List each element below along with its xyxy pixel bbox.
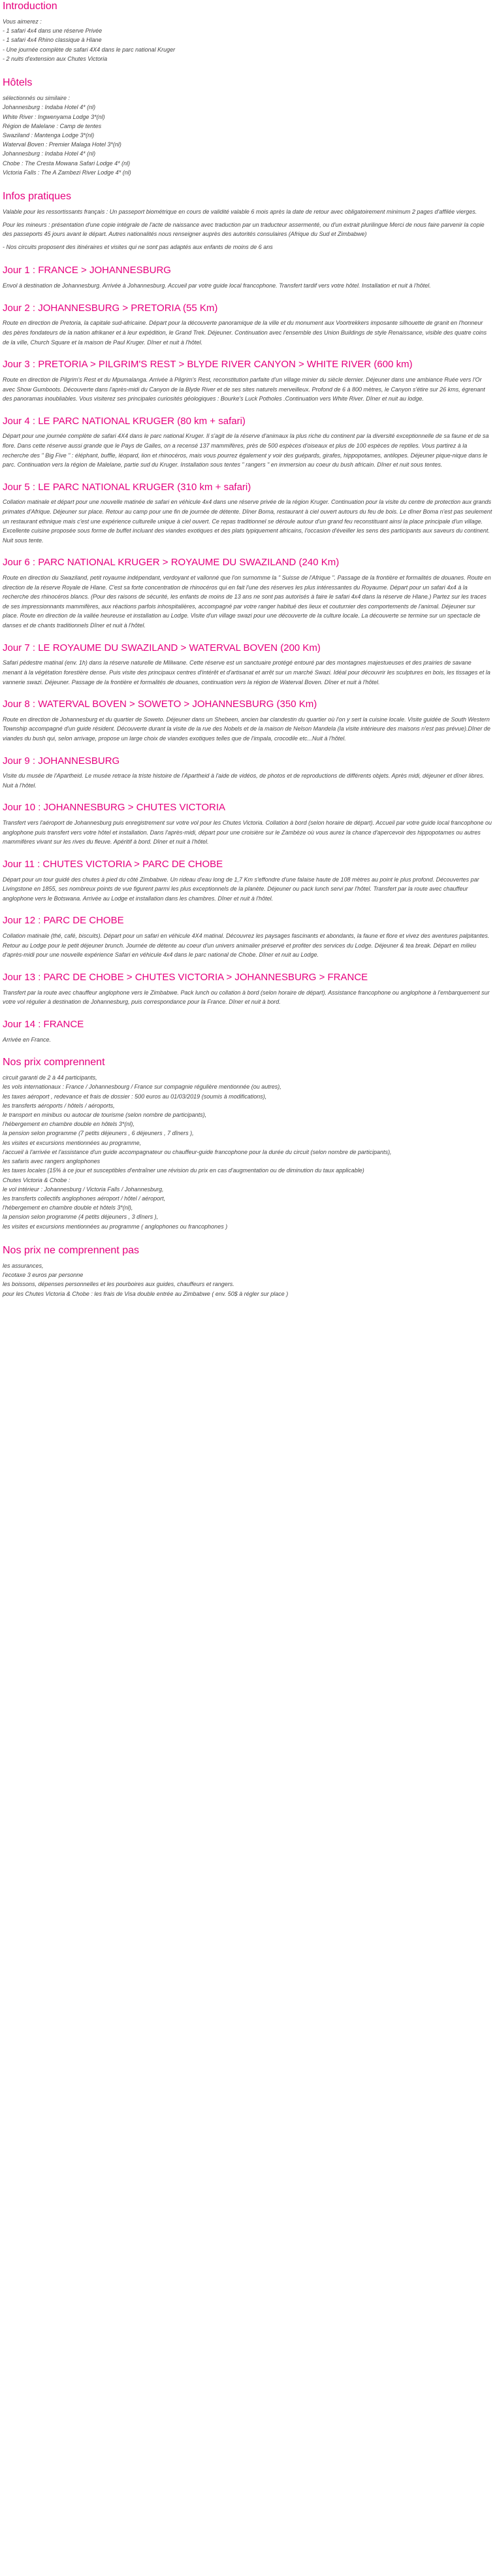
introduction-list [3, 17, 492, 63]
introduction-title: Introduction [3, 1, 57, 12]
included-item: les visites et excursions mentionnées au programme ( anglophones ou francophones ) [3, 1223, 228, 1230]
excluded-item: les boissons, dépenses personnelles et les pourboires aux guides, chauffeurs et rangers. [3, 1281, 234, 1288]
day-title: Jour 8 : WATERVAL BOVEN > SOWETO > JOHANNESBURG (350 Km) [3, 699, 317, 710]
included-item: les safaris avec rangers anglophones [3, 1158, 101, 1165]
hotel-line: White River : Ingwenyama Lodge 3*(nl) [3, 113, 105, 120]
day-title: Jour 1 : FRANCE > JOHANNESBURG [3, 265, 171, 276]
day-description: Départ pour un tour guidé des chutes à pied du côté Zimbabwe. Un rideau d'eau long de 1,7 Km s'effondre d'une falaise haute de 108 mètres au point le plus profond. Découvertes par Livingstone en 1855, ses nombreux points de vue figurent parmi les plus exceptionnels de la planète. Déjeuner ou pack lunch servi par l'hôtel. Transfert par la route avec chauffeur anglophone vers le Botswana. Arrivée au Lodge et installation dans les chambres. Dîner et nuit à l'hôtel. [3, 876, 479, 902]
day-title: Jour 9 : JOHANNESBURG [3, 755, 120, 767]
hotel-line: Région de Malelane : Camp de tentes [3, 122, 102, 129]
included-item: les transferts collectifs anglophones aéroport / hôtel / aéroport, [3, 1195, 166, 1202]
included-item: Chutes Victoria & Chobe : [3, 1176, 71, 1183]
included-item: circuit garanti de 2 à 44 participants, [3, 1074, 97, 1082]
hotels-title: Hôtels [3, 77, 33, 89]
day-title: Jour 14 : FRANCE [3, 1018, 84, 1030]
day-title: Jour 5 : LE PARC NATIONAL KRUGER (310 km + safari) [3, 481, 251, 493]
day-description: Visite du musée de l'Apartheid. Le musée retrace la triste histoire de l'Apartheid à l'aide de vidéos, de photos et de reproductions de différents objets. Après midi, déjeuner et dîner libres. Nuit à l'hôtel. [3, 772, 485, 789]
practical-info-section [3, 190, 492, 252]
practical-info-paragraph: - Nos circuits proposent des itinéraires et visites qui ne sont pas adaptés aux enfants de moins de 6 ans [3, 243, 273, 250]
day-description: Envol à destination de Johannesburg. Arrivée à Johannesburg. Accueil par votre guide local francophone. Transfert tardif vers votre hôtel. Installation et nuit à l'hôtel. [3, 282, 431, 289]
prices-included-title: Nos prix comprennent [3, 1057, 105, 1068]
day-description: Route en direction du Swaziland, petit royaume indépendant, verdoyant et vallonné que l'on surnomme la " Suisse de l'Afrique ". Passage de la frontière et formalités de douanes. Route en direction de la réserve Royale de Hlane. C'est sa forte concentration de rhinocéros qui en fait l'une des réserves les plus intéressantes du Royaume. Départ pour un safari 4x4 à la recherche des rhinocéros blancs. (Pour des raisons de sécurité, les enfants de moins de 13 ans ne sont pas autorisés à faire le safari 4x4 dans la réserve de Hlane.) Partez sur les traces de ses impressionnants mammifères, aux réactions parfois inhospitalières, accompagné par votre ranger habitué des lieux et couturnier des comportements de l'animal. Déjeuner sur place. Route en direction de la vallée heureuse et installation au Lodge. Visite d'un village swazi pour une découverte de la culture locale. La découverte se termine sur un spectacle de danses et de chants traditionnels Dîner et nuit à l'hôtel. [3, 574, 491, 629]
day-section [3, 359, 492, 403]
hotels-list [3, 93, 492, 177]
practical-info-body [3, 207, 492, 252]
hotel-line: Johannesburg : Indaba Hotel 4* (nl) [3, 104, 96, 111]
prices-included-section [3, 1056, 492, 1231]
day-title: Jour 11 : CHUTES VICTORIA > PARC DE CHOBE [3, 858, 223, 870]
day-description: Route en direction de Pretoria, la capitale sud-africaine. Départ pour la découverte panoramique de la ville et du monument aux Voortrekkers imposante silhouette de granit en l'honneur des pères fondateurs de la nation afrikaner et à leur expédition, le Grand Trek. Déjeuner. Continuation avec l'ensemble des Union Buildings de style Renaissance, visible des quatre coins de la ville, Church Square et la maison de Paul Kruger. Dîner et nuit à l'hôtel. [3, 320, 487, 346]
day-title: Jour 7 : LE ROYAUME DU SWAZILAND > WATERVAL BOVEN (200 Km) [3, 642, 321, 653]
day-description: Transfert par la route avec chauffeur anglophone vers le Zimbabwe. Pack lunch ou collation à bord (selon horaire de départ). Assistance francophone ou anglophone à l'embarquement sur votre vol régulier à destination de Johannesburg, puis correspondance pour la France. Dîner et nuit à bord. [3, 989, 490, 1006]
included-item: le vol intérieur : Johannesburg / Victoria Falls / Johannesburg, [3, 1185, 164, 1193]
excluded-item: les assurances, [3, 1262, 44, 1269]
excluded-item: l'ecotaxe 3 euros par personne [3, 1272, 84, 1279]
day-section [3, 642, 492, 687]
included-item: l'hébergement en chambre double et hôtels 3*(nl), [3, 1204, 133, 1212]
included-item: les visites et excursions mentionnées au programme, [3, 1139, 142, 1146]
introduction-section [3, 0, 492, 63]
introduction-line: Vous aimerez : [3, 18, 42, 25]
day-title: Jour 3 : PRETORIA > PILGRIM'S REST > BLYDE RIVER CANYON > WHITE RIVER (600 km) [3, 359, 413, 371]
prices-included-list [3, 1073, 492, 1231]
hotel-line: Johannesburg : Indaba Hotel 4* (nl) [3, 150, 96, 157]
day-description: Collation matinale (thé, café, biscuits). Départ pour un safari en véhicule 4X4 matinal. Découvrez les paysages fascinants et abondants, la faune et flore et vivez des aventures palpitantes. Retour au Lodge pour le petit déjeuner brunch. Journée de détente au coeur d'un univers animalier préservé et profiter des services du Lodge. Déjeuner & tea break. Départ en milieu d'après-midi pour une nouvelle expérience Safari en véhicule 4x4 dans le parc national de Chobe. Dîner et nuit au Lodge. [3, 933, 490, 959]
day-title: Jour 6 : PARC NATIONAL KRUGER > ROYAUME DU SWAZILAND (240 Km) [3, 557, 340, 569]
included-item: l'accueil à l'arrivée et l'assistance d'un guide accompagnateur ou chauffeur-guide francophone pour la durée du circuit (selon nombre de participants), [3, 1148, 392, 1155]
day-by-day-program [3, 265, 492, 1044]
practical-info-title: Infos pratiques [3, 191, 71, 203]
day-section [3, 859, 492, 903]
day-title: Jour 2 : JOHANNESBURG > PRETORIA (55 Km) [3, 302, 218, 314]
introduction-line: - 1 safari 4x4 Rhino classique à Hlane [3, 37, 102, 44]
day-description: Départ pour une journée complète de safari 4X4 dans le parc national Kruger. Il s'agit de la réserve d'animaux la plus riche du continent par la diversité exceptionnelle de sa faune et de sa flore. Dans cette réserve aussi grande que le Pays de Galles, on a recensé 137 mammifères, près de 500 espèces d'oiseaux et plus de 100 espèces de reptiles. Vous partirez à la recherche des " Big Five " : éléphant, buffle, léopard, lion et rhinocéros, mais vous pourrez également y voir des guépards, girafes, hippopotames, antilopes. Déjeuner pique-nique dans le parc. Continuation vers la région de Malelane, partie sud du Kruger. Installation sous tentes " rangers " en immersion au coeur du bush africain. Dîner et nuit sous tentes. [3, 433, 489, 469]
day-section [3, 802, 492, 846]
day-section [3, 972, 492, 1007]
prices-excluded-title: Nos prix ne comprennent pas [3, 1244, 139, 1256]
hotel-line: Chobe : The Cresta Mowana Safari Lodge 4* (nl) [3, 159, 131, 167]
introduction-line: - Une journée complète de safari 4X4 dans le parc national Kruger [3, 46, 176, 53]
day-description: Collation matinale et départ pour une nouvelle matinée de safari en véhicule 4x4 dans une réserve privée de la région Kruger. Continuation pour la visite du centre de protection aux grands primates d'Afrique. Déjeuner sur place. Retour au camp pour une fin de journée de détente. Dîner Boma, restaurant à ciel ouvert autours du feu de bois. Le dîner Boma n'est pas seulement un restaurant ethnique mais c'est une expérience culturelle unique à ciel ouvert. Ce repas traditionnel se déroule autour d'un grand feu reconstituant ainsi la place principale d'un village. Excellente cuisine proposée sous forme de buffet incluant des viandes exotiques et des plats typiquement africains, l'occasion d'éveiller les sens des participants aux saveurs du continent. Nuit sous tente. [3, 499, 492, 544]
day-section [3, 482, 492, 546]
day-section [3, 265, 492, 290]
day-description: Arrivée en France. [3, 1036, 52, 1043]
day-section [3, 557, 492, 630]
introduction-line: - 2 nuits d'extension aux Chutes Victoria [3, 55, 108, 62]
day-description: Safari pédestre matinal (env. 1h) dans la réserve naturelle de Mlilwane. Cette réserve est un sanctuaire protégé entouré par des montagnes majestueuses et des prairies de savane menant à la végétation forestière dense. Puis visite des principaux centres d'intérêt et d'artisanat et arrêt sur un marché Swazi. Idéal pour découvrir les sculptures en bois, les tissages et la vannerie swazi. Déjeuner. Passage de la frontière et formalités de douanes, continuation vers la région de Waterval Boven. Dîner et nuit à l'hôtel. [3, 659, 490, 685]
included-item: les vols internationaux : France / Johannesbourg / France sur compagnie régulière mentionnée (ou autres), [3, 1083, 281, 1091]
included-item: la pension selon programme (4 petits déjeuners , 3 dîners ), [3, 1214, 159, 1221]
day-title: Jour 4 : LE PARC NATIONAL KRUGER (80 km + safari) [3, 415, 246, 427]
hotel-line: Swaziland : Mantenga Lodge 3*(nl) [3, 131, 95, 139]
day-title: Jour 13 : PARC DE CHOBE > CHUTES VICTORIA > JOHANNESBURG > FRANCE [3, 971, 368, 983]
day-section [3, 755, 492, 791]
prices-excluded-section [3, 1244, 492, 1298]
hotel-line: sélectionnés ou similaire : [3, 95, 71, 102]
day-section [3, 1019, 492, 1044]
included-item: la pension selon programme (7 petits déjeuners , 6 déjeuners , 7 dîners ), [3, 1130, 194, 1137]
day-title: Jour 10 : JOHANNESBURG > CHUTES VICTORIA [3, 802, 226, 814]
day-description: Route en direction de Johannesburg et du quartier de Soweto. Déjeuner dans un Shebeen, ancien bar clandestin du quartier où l'on y sert la cuisine locale. Visite guidée de South Western Township accompagné d'un guide résident. Découverte durant la visite de la rue des Nobels et de la maison de Nelson Mandela (la visite intérieure des maisons n'est pas prévue).Dîner de viandes du bush qui, selon arrivage, propose un large choix de viandes exotiques telles que de l'impala, crocodile etc...Nuit à l'hôtel. [3, 716, 491, 742]
hotels-section [3, 76, 492, 177]
day-description: Route en direction de Pilgrim's Rest et du Mpumalanga. Arrivée à Pilgrim's Rest, reconstitution parfaite d'un village minier du siècle dernier. Déjeuner dans une ambiance Ruée vers l'Or avec Show Gumboots. Découverte dans l'après-midi du Canyon de la Blyde River et de ses sites naturels merveilleux. Profond de 6 à 800 mètres, le Canyon s'étire sur 26 kms, égrenant des panoramas inoubliables. Vous visiterez ses principales curiosités géologiques : Bourke's Luck Potholes .Continuation vers White River. Dîner et nuit au lodge. [3, 376, 485, 403]
included-item: les taxes locales (15% à ce jour et susceptibles d'entraîner une révision du prix en cas d'augmentation ou de diminution du taux applicable) [3, 1167, 364, 1174]
day-title: Jour 12 : PARC DE CHOBE [3, 915, 124, 927]
practical-info-paragraph: Valable pour les ressortissants français : Un passeport biométrique en cours de validité valable 6 mois après la date de retour avec obligatoirement minimum 2 pages d'affilée vierges. [3, 208, 477, 216]
day-section [3, 303, 492, 347]
practical-info-paragraph: Pour les mineurs : présentation d'une copie intégrale de l'acte de naissance avec traduction par un traducteur assermenté, ou d'un extrait plurilingue Merci de nous faire parvenir la copie des passeports 45 jours avant le départ. Autres nationalités nous renseigner auprès des autorités consulaires (Afrique du Sud et Zimbabwe) [3, 221, 485, 238]
excluded-item: pour les Chutes Victoria & Chobe : les frais de Visa double entrée au Zimbabwe ( env. 50$ à régler sur place ) [3, 1290, 289, 1297]
day-section [3, 416, 492, 470]
included-item: les taxes aéroport , redevance et frais de dossier : 500 euros au 01/03/2019 (soumis à modifications), [3, 1093, 267, 1100]
included-item: l'hébergement en chambre double en hôtels 3*(nl), [3, 1121, 135, 1128]
day-description: Transfert vers l'aéroport de Johannesburg puis enregistrement sur votre vol pour les Chutes Victoria. Collation à bord (selon horaire de départ). Accueil par votre guide local francophone ou anglophone puis transfert vers votre hôtel et installation. Dans l'après-midi, départ pour une croisière sur le Zambèze où vous aurez la chance d'apercevoir des hippopotames ou autres mammifères vivant sur les rives du fleuve. Apéritif à bord. Dîner et nuit à l'hôtel. [3, 819, 492, 846]
hotel-line: Victoria Falls : The A Zambezi River Lodge 4* (nl) [3, 169, 131, 176]
day-section [3, 699, 492, 743]
included-item: les transferts aéroports / hôtels / aéroports, [3, 1102, 115, 1109]
included-item: le transport en minibus ou autocar de tourisme (selon nombre de participants), [3, 1112, 207, 1119]
day-section [3, 915, 492, 959]
introduction-line: - 1 safari 4x4 dans une réserve Privée [3, 27, 103, 35]
hotel-line: Waterval Boven : Premier Malaga Hotel 3*(nl) [3, 141, 121, 148]
prices-excluded-list [3, 1261, 492, 1298]
